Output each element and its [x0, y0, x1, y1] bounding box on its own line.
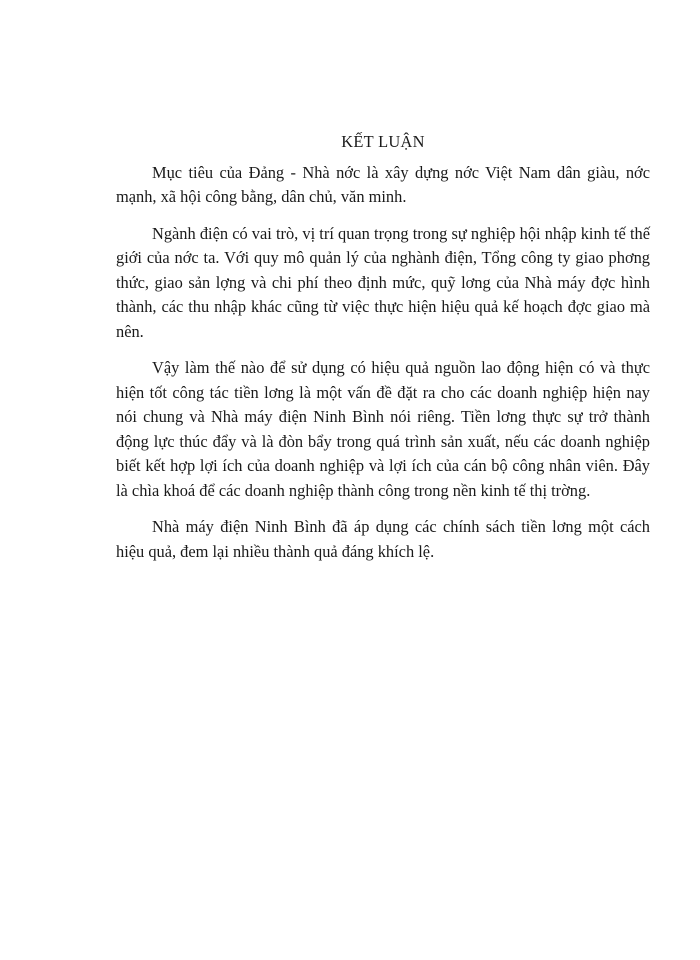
paragraph-wage-policy: Vậy làm thế nào để sử dụng có hiệu quả nguồn lao động hiện có và thực hiện tốt công tác tiền lơng là một vấn đề đặt ra cho các doanh nghiệp hiện nay nói chung và Nhà máy điện Ninh Bình nói riêng. Tiền lơng thực sự trở thành động lực thúc đẩy và là đòn bẩy trong quá trình sản xuất, nếu các doanh nghiệp biết kết hợp lợi ích của doanh nghiệp và lợi ích của cán bộ công nhân viên. Đây là chìa khoá để các doanh nghiệp thành công trong nền kinh tế thị trờng.: [116, 358, 650, 500]
paragraph-electricity-sector: Ngành điện có vai trò, vị trí quan trọng trong sự nghiệp hội nhập kinh tế thế giới của nớc ta. Với quy mô quản lý của nghành điện, Tổng công ty giao phơng thức, giao sản lợng và chi phí theo định mức, quỹ lơng của Nhà máy đợc hình thành, các thu nhập khác cũng từ việc thực hiện hiệu quả kế hoạch đợc giao mà nên.: [116, 223, 650, 341]
page-title: KẾT LUẬN: [341, 132, 425, 151]
paragraph-goal: Mục tiêu của Đảng - Nhà nớc là xây dựng nớc Việt Nam dân giàu, nớc mạnh, xã hội công bằng, dân chủ, văn minh.: [116, 162, 650, 206]
paragraph-conclusion: Nhà máy điện Ninh Bình đã áp dụng các chính sách tiền lơng một cách hiệu quả, đem lại nhiều thành quả đáng khích lệ.: [116, 517, 650, 561]
document-body: [116, 130, 650, 576]
